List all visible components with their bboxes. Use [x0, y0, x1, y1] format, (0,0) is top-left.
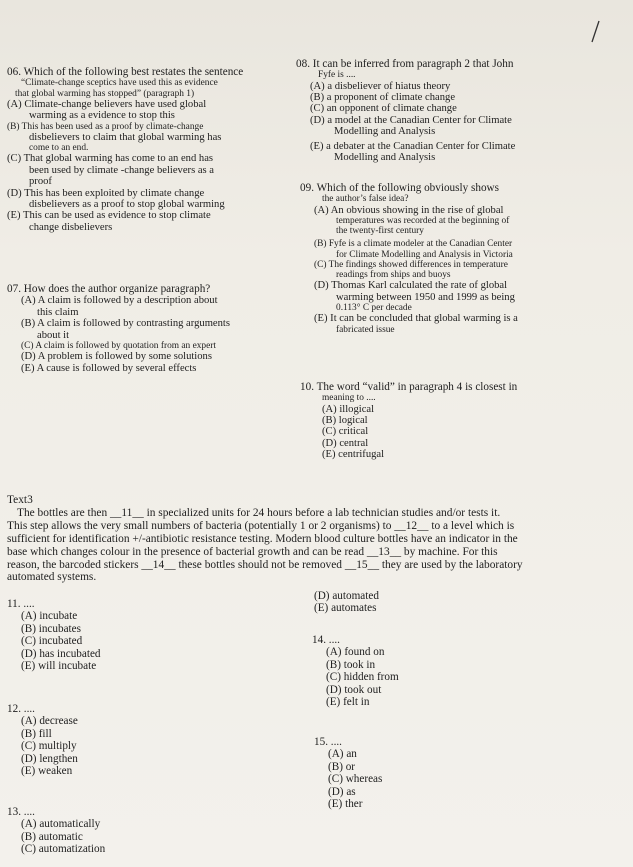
- q12-option: (B) fill: [21, 727, 52, 740]
- q15-option: (D) as: [328, 785, 356, 798]
- text3-line: automated systems.: [7, 571, 97, 584]
- q13-option: (A) automatically: [21, 818, 101, 831]
- q12-option: (A) decrease: [21, 715, 78, 728]
- q10-stem-line: meaning to ....: [322, 393, 376, 404]
- q11-option: (E) will incubate: [21, 660, 97, 673]
- q07-stem-line: 07. How does the author organize paragraph?: [7, 283, 211, 295]
- question-13-continued: [314, 590, 514, 615]
- q10-option: (A) illogical: [322, 403, 375, 415]
- q14-option: (A) found on: [326, 646, 385, 659]
- q08-option: (E) a debater at the Canadian Center for Climate: [310, 140, 516, 152]
- q08-option: (A) a disbeliever of hiatus theory: [310, 80, 451, 92]
- question-10: [300, 381, 626, 461]
- q06-option: (A) Climate-change believers have used global: [7, 98, 207, 110]
- q11-option: (A) incubate: [21, 610, 78, 623]
- q08-option-cont: Modelling and Analysis: [334, 126, 436, 138]
- text3-line: The bottles are then __11__ in specialized units for 24 hours before a lab technician studies and/or tests it.: [17, 506, 501, 519]
- q13-option: (E) automates: [314, 602, 377, 615]
- q09-stem-line: the author’s false idea?: [322, 194, 409, 205]
- q09-option-cont: warming between 1950 and 1999 as being: [336, 291, 515, 303]
- q11-number: 11. ....: [7, 598, 35, 610]
- q09-option: (D) Thomas Karl calculated the rate of global: [314, 280, 508, 292]
- q15-option: (B) or: [328, 760, 356, 773]
- q14-option: (D) took out: [326, 683, 382, 696]
- q09-option: (A) An obvious showing in the rise of global: [314, 204, 504, 216]
- q15-number: 15. ....: [314, 736, 342, 748]
- q06-option-cont: come to an end.: [29, 143, 89, 154]
- text3-line: sufficient for identification +/-antibiotic resistance testing. Modern blood culture bottles have an indicator in the: [7, 532, 518, 545]
- q15-option: (E) ther: [328, 798, 363, 811]
- q14-option: (C) hidden from: [326, 671, 399, 684]
- text3-passage: [7, 494, 627, 584]
- q09-option-cont: the twenty-first century: [336, 226, 424, 237]
- question-14: [312, 634, 562, 708]
- q06-option-cont: change disbelievers: [29, 221, 113, 233]
- q15-option: (A) an: [328, 748, 357, 761]
- q06-option: (E) This can be used as evidence to stop climate: [7, 210, 211, 222]
- question-07: [7, 283, 289, 374]
- q14-option: (E) felt in: [326, 696, 370, 709]
- q07-option: (E) A cause is followed by several effects: [21, 362, 197, 374]
- q10-option: (C) critical: [322, 426, 369, 438]
- q14-option: (B) took in: [326, 658, 376, 671]
- q06-stem-line: that global warming has stopped” (paragraph 1): [15, 88, 195, 99]
- q12-option: (C) multiply: [21, 740, 77, 753]
- q09-option-cont: 0.113° C per decade: [336, 303, 412, 314]
- q13-option: (C) automatization: [21, 843, 106, 856]
- q07-option: (D) A problem is followed by some solutions: [21, 351, 212, 363]
- text3-line: This step allows the very small numbers of bacteria (potentially 1 or 2 organisms) to __12__ to a level which is: [7, 519, 515, 532]
- q06-option-cont: proof: [29, 176, 52, 188]
- question-08: [296, 58, 626, 163]
- q06-option-cont: been used by climate -change believers as a: [29, 164, 215, 176]
- q15-option: (C) whereas: [328, 773, 383, 786]
- q08-stem-line: Fyfe is ....: [318, 70, 356, 81]
- text3-line: base which changes colour in the presence of bacterial growth and can be read __13__ by machine. For this: [7, 545, 498, 558]
- q09-option-cont: for Climate Modelling and Analysis in Victoria: [336, 249, 513, 260]
- question-11: [7, 598, 257, 672]
- q06-option-cont: disbelievers as a proof to stop global warming: [29, 199, 225, 211]
- q13-option: (D) automated: [314, 590, 379, 602]
- q13-option: (B) automatic: [21, 830, 83, 843]
- text3-line: reason, the barcoded stickers __14__ these bottles should not be removed __15__ they are used by the laboratory: [7, 558, 523, 571]
- question-09: [300, 182, 626, 335]
- q07-option: (C) A claim is followed by quotation from an expert: [21, 341, 217, 352]
- q11-option: (D) has incubated: [21, 647, 101, 660]
- q07-option-cont: about it: [37, 329, 70, 341]
- question-06: [7, 66, 289, 233]
- q06-stem-line: 06. Which of the following best restates the sentence: [7, 66, 244, 78]
- q06-stem-line: “Climate-change sceptics have used this as evidence: [21, 78, 218, 89]
- q08-option: (C) an opponent of climate change: [310, 103, 457, 115]
- q09-option-cont: readings from ships and buoys: [336, 270, 451, 281]
- q08-stem-line: 08. It can be inferred from paragraph 2 that John: [296, 58, 514, 70]
- q09-option: (C) The findings showed differences in temperature: [314, 259, 508, 270]
- q10-option: (B) logical: [322, 415, 368, 427]
- question-13: [7, 806, 257, 856]
- q11-option: (B) incubates: [21, 622, 81, 635]
- q08-option: (D) a model at the Canadian Center for Climate: [310, 114, 512, 126]
- text3-heading: Text3: [7, 494, 33, 506]
- question-12: [7, 703, 257, 777]
- q06-option-cont: warming as a evidence to stop this: [29, 110, 175, 122]
- q06-option-cont: disbelievers to claim that global warming has: [29, 131, 222, 143]
- q07-option: (A) A claim is followed by a description about: [21, 295, 218, 307]
- q07-option-cont: this claim: [37, 306, 79, 318]
- q12-number: 12. ....: [7, 703, 35, 715]
- q06-option: (D) This has been exploited by climate change: [7, 187, 205, 199]
- q12-option: (D) lengthen: [21, 752, 78, 765]
- q09-option-cont: temperatures was recorded at the beginning of: [336, 216, 510, 227]
- q08-option: (B) a proponent of climate change: [310, 92, 456, 104]
- pen-mark: [588, 20, 602, 44]
- q09-stem-line: 09. Which of the following obviously shows: [300, 182, 499, 194]
- q10-stem-line: 10. The word “valid” in paragraph 4 is closest in: [300, 381, 518, 393]
- q09-option-cont: fabricated issue: [336, 324, 395, 335]
- q11-option: (C) incubated: [21, 635, 83, 648]
- q06-option: (C) That global warming has come to an end has: [7, 153, 214, 165]
- q13-number: 13. ....: [7, 806, 35, 818]
- q08-option-cont: Modelling and Analysis: [334, 152, 436, 164]
- q14-number: 14. ....: [312, 634, 340, 646]
- q09-option: (B) Fyfe is a climate modeler at the Canadian Center: [314, 239, 513, 250]
- question-15: [314, 736, 564, 810]
- q06-option: (B) This has been used as a proof by climate-change: [7, 121, 204, 132]
- q10-option: (E) centrifugal: [322, 449, 385, 461]
- q07-option: (B) A claim is followed by contrasting arguments: [21, 318, 230, 330]
- q09-option: (E) It can be concluded that global warming is a: [314, 313, 518, 325]
- q12-option: (E) weaken: [21, 765, 73, 778]
- q10-option: (D) central: [322, 437, 369, 449]
